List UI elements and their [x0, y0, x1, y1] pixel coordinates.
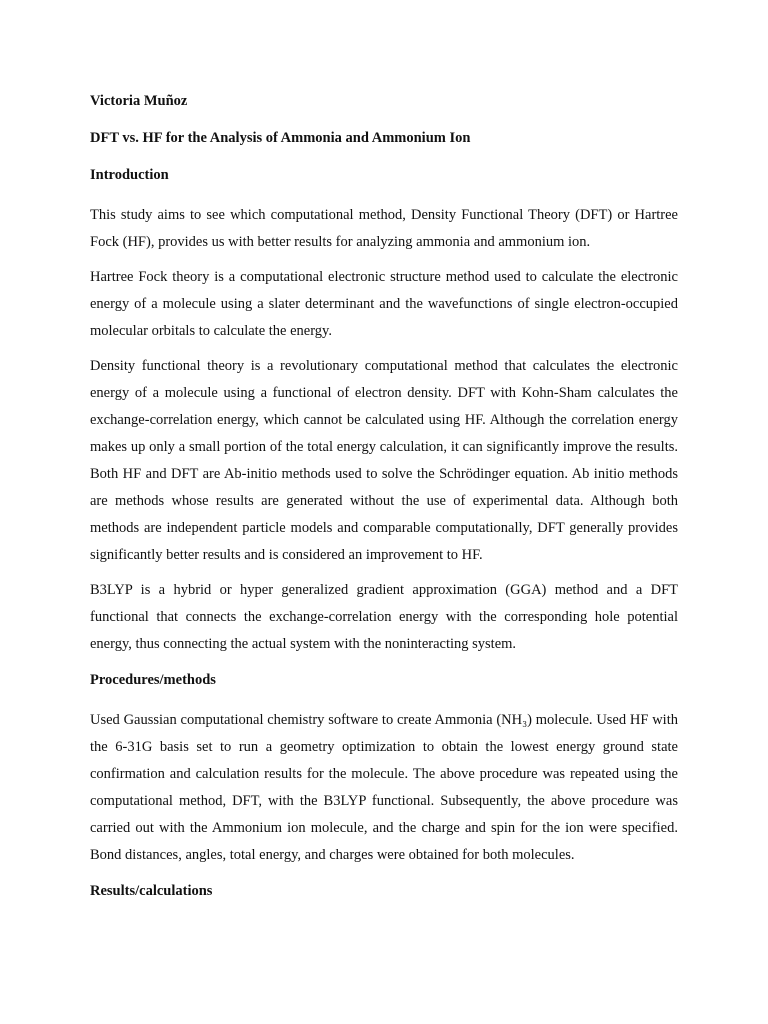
- introduction-paragraph: This study aims to see which computational method, Density Functional Theory (DFT) or Hartree Fock (HF), provides us with better results for analyzing ammonia and ammonium ion.: [90, 207, 678, 250]
- introduction-heading: Introduction: [90, 167, 169, 183]
- author-name: Victoria Muñoz: [90, 93, 188, 109]
- introduction-paragraph: Hartree Fock theory is a computational electronic structure method used to calculate the electronic energy of a molecule using a slater determinant and the wavefunctions of single electron-occupied molecular orbitals to calculate the energy.: [90, 269, 678, 339]
- document-page: [90, 91, 678, 918]
- procedures-paragraph: Used Gaussian computational chemistry software to create Ammonia (NH₃) molecule. Used HF with the 6-31G basis set to run a geometry optimization to obtain the lowest energy ground state confirmation and calculation results for the molecule. The above procedure was repeated using the computational method, DFT, with the B3LYP functional. Subsequently, the above procedure was carried out with the Ammonium ion molecule, and the charge and spin for the ion were specified. Bond distances, angles, total energy, and charges were obtained for both molecules.: [90, 712, 678, 863]
- document-title: DFT vs. HF for the Analysis of Ammonia and Ammonium Ion: [90, 130, 471, 146]
- procedures-heading: Procedures/methods: [90, 672, 216, 688]
- results-heading: Results/calculations: [90, 883, 213, 899]
- introduction-paragraph: Density functional theory is a revolutionary computational method that calculates the electronic energy of a molecule using a functional of electron density. DFT with Kohn-Sham calculates the exchange-correlation energy, which cannot be calculated using HF. Although the correlation energy makes up only a small portion of the total energy calculation, it can significantly improve the results. Both HF and DFT are Ab-initio methods used to solve the Schrödinger equation. Ab initio methods are methods whose results are generated without the use of experimental data. Although both methods are independent particle models and comparable computationally, DFT generally provides significantly better results and is considered an improvement to HF.: [90, 358, 678, 563]
- introduction-paragraph: B3LYP is a hybrid or hyper generalized gradient approximation (GGA) method and a DFT functional that connects the exchange-correlation energy with the corresponding hole potential energy, thus connecting the actual system with the noninteracting system.: [90, 582, 678, 652]
